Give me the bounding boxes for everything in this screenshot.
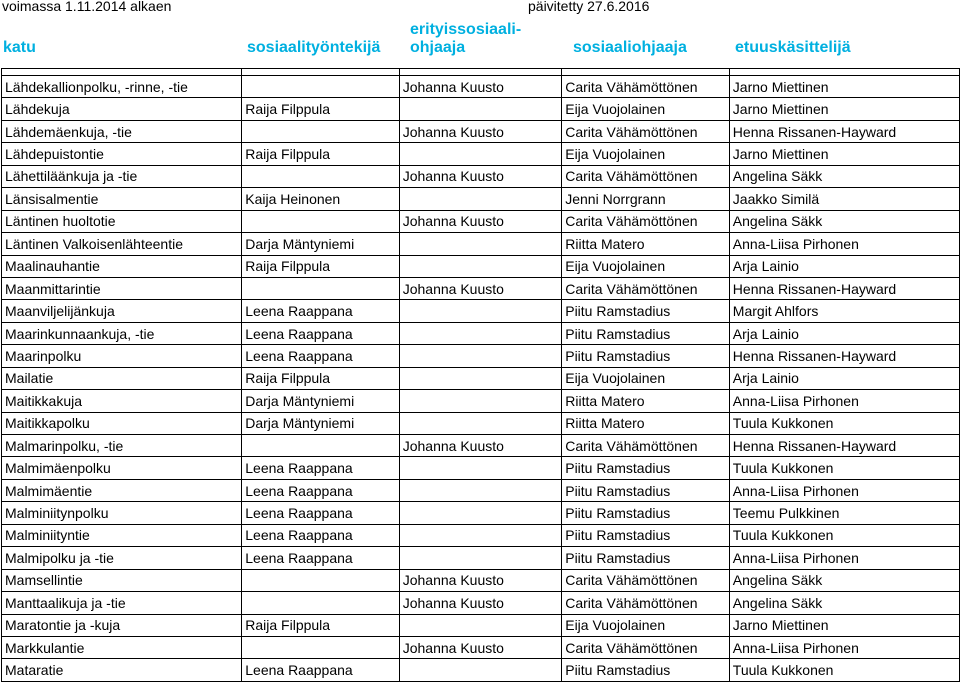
benefits-cell: Jarno Miettinen [729,614,959,636]
street-cell: Maitikkapolku [2,412,242,434]
special-advisor-cell: Johanna Kuusto [399,210,562,232]
special-advisor-cell [399,345,562,367]
street-cell: Manttaalikuja ja -tie [2,592,242,614]
street-cell: Maalinauhantie [2,255,242,277]
table-row [2,255,960,277]
social-worker-cell [242,210,399,232]
street-cell: Läntinen Valkoisenlähteentie [2,233,242,255]
social-advisor-cell: Piitu Ramstadius [562,502,730,524]
social-advisor-cell: Carita Vähämöttönen [562,435,730,457]
table-row [2,435,960,457]
table-row [2,636,960,658]
special-advisor-cell [399,367,562,389]
header-social-worker: sosiaalityöntekijä [247,39,381,56]
table-row [2,547,960,569]
benefits-cell: Henna Rissanen-Hayward [729,120,959,142]
social-advisor-cell: Carita Vähämöttönen [562,165,730,187]
table-row [2,659,960,681]
special-advisor-cell [399,390,562,412]
benefits-cell: Henna Rissanen-Hayward [729,435,959,457]
special-advisor-cell [399,233,562,255]
street-cell: Maanmittarintie [2,277,242,299]
table-row [2,322,960,344]
street-cell: Läntinen huoltotie [2,210,242,232]
table-row [2,614,960,636]
social-advisor-cell: Piitu Ramstadius [562,345,730,367]
special-advisor-cell: Johanna Kuusto [399,165,562,187]
street-cell: Maanviljelijänkuja [2,300,242,322]
social-advisor-cell: Eija Vuojolainen [562,98,730,120]
social-worker-cell [242,76,399,98]
social-advisor-cell: Carita Vähämöttönen [562,120,730,142]
social-worker-cell: Raija Filppula [242,143,399,165]
valid-from-text: voimassa 1.11.2014 alkaen [2,0,172,14]
street-cell: Malmipolku ja -tie [2,547,242,569]
benefits-cell: Arja Lainio [729,255,959,277]
table-row [2,457,960,479]
special-advisor-cell: Johanna Kuusto [399,277,562,299]
social-advisor-cell: Carita Vähämöttönen [562,636,730,658]
special-advisor-cell [399,98,562,120]
street-cell: Malmarinpolku, -tie [2,435,242,457]
street-cell: Lähdemäenkuja, -tie [2,120,242,142]
document-meta-bar [0,0,960,13]
special-advisor-cell: Johanna Kuusto [399,435,562,457]
special-advisor-cell [399,502,562,524]
social-advisor-cell: Piitu Ramstadius [562,457,730,479]
special-advisor-cell [399,322,562,344]
social-worker-cell: Leena Raappana [242,479,399,501]
benefits-cell: Tuula Kukkonen [729,457,959,479]
spacer-cell [2,69,242,76]
social-worker-cell: Darja Mäntyniemi [242,390,399,412]
street-cell: Mailatie [2,367,242,389]
special-advisor-cell [399,412,562,434]
benefits-cell: Teemu Pulkkinen [729,502,959,524]
special-advisor-cell [399,614,562,636]
street-cell: Länsisalmentie [2,188,242,210]
table-row [2,233,960,255]
street-cell: Malmimäentie [2,479,242,501]
benefits-cell: Tuula Kukkonen [729,524,959,546]
social-worker-cell: Leena Raappana [242,300,399,322]
benefits-cell: Angelina Säkk [729,165,959,187]
benefits-cell: Angelina Säkk [729,592,959,614]
street-cell: Maarinpolku [2,345,242,367]
benefits-cell: Jarno Miettinen [729,143,959,165]
social-worker-cell: Raija Filppula [242,367,399,389]
table-row [2,367,960,389]
social-worker-cell: Raija Filppula [242,614,399,636]
special-advisor-cell [399,524,562,546]
social-advisor-cell: Riitta Matero [562,412,730,434]
special-advisor-cell: Johanna Kuusto [399,569,562,591]
street-cell: Lähdekuja [2,98,242,120]
social-worker-cell: Leena Raappana [242,322,399,344]
table-row [2,76,960,98]
social-advisor-cell: Carita Vähämöttönen [562,592,730,614]
street-assignment-table [1,68,960,682]
social-advisor-cell: Eija Vuojolainen [562,614,730,636]
special-advisor-cell [399,547,562,569]
social-advisor-cell: Jenni Norrgrann [562,188,730,210]
social-worker-cell [242,592,399,614]
street-cell: Lähdekallionpolku, -rinne, -tie [2,76,242,98]
table-row [2,412,960,434]
spacer-cell [242,69,399,76]
table-row [2,524,960,546]
benefits-cell: Arja Lainio [729,322,959,344]
benefits-cell: Tuula Kukkonen [729,659,959,681]
street-cell: Lähdepuistontie [2,143,242,165]
table-row [2,143,960,165]
social-advisor-cell: Eija Vuojolainen [562,367,730,389]
special-advisor-cell [399,300,562,322]
special-advisor-cell [399,143,562,165]
social-worker-cell [242,165,399,187]
social-worker-cell: Darja Mäntyniemi [242,233,399,255]
benefits-cell: Angelina Säkk [729,210,959,232]
spacer-cell [562,69,730,76]
street-cell: Mamsellintie [2,569,242,591]
benefits-cell: Margit Ahlfors [729,300,959,322]
benefits-cell: Angelina Säkk [729,569,959,591]
header-special-advisor-line2: ohjaaja [410,39,466,56]
special-advisor-cell: Johanna Kuusto [399,636,562,658]
social-worker-cell [242,636,399,658]
social-worker-cell: Kaija Heinonen [242,188,399,210]
special-advisor-cell [399,188,562,210]
social-advisor-cell: Piitu Ramstadius [562,524,730,546]
benefits-cell: Anna-Liisa Pirhonen [729,479,959,501]
social-advisor-cell: Piitu Ramstadius [562,322,730,344]
updated-text: päivitetty 27.6.2016 [528,0,650,14]
social-advisor-cell: Piitu Ramstadius [562,547,730,569]
benefits-cell: Jaakko Similä [729,188,959,210]
spacer-cell [399,69,562,76]
header-special-advisor-line1: erityissosiaali- [410,21,522,38]
social-worker-cell: Leena Raappana [242,457,399,479]
social-advisor-cell: Eija Vuojolainen [562,143,730,165]
social-worker-cell: Leena Raappana [242,547,399,569]
benefits-cell: Anna-Liisa Pirhonen [729,390,959,412]
street-cell: Maratontie ja -kuja [2,614,242,636]
special-advisor-cell [399,479,562,501]
header-street: katu [3,39,36,56]
table-row [2,502,960,524]
social-worker-cell: Leena Raappana [242,659,399,681]
social-advisor-cell: Piitu Ramstadius [562,479,730,501]
table-row [2,120,960,142]
social-worker-cell [242,120,399,142]
social-worker-cell: Leena Raappana [242,524,399,546]
benefits-cell: Anna-Liisa Pirhonen [729,636,959,658]
header-benefits: etuuskäsittelijä [735,39,851,56]
social-advisor-cell: Carita Vähämöttönen [562,277,730,299]
social-advisor-cell: Piitu Ramstadius [562,300,730,322]
special-advisor-cell [399,457,562,479]
table-row [2,592,960,614]
special-advisor-cell: Johanna Kuusto [399,76,562,98]
benefits-cell: Anna-Liisa Pirhonen [729,547,959,569]
social-advisor-cell: Carita Vähämöttönen [562,569,730,591]
street-cell: Mataratie [2,659,242,681]
benefits-cell: Tuula Kukkonen [729,412,959,434]
table-row [2,479,960,501]
street-cell: Maarinkunnaankuja, -tie [2,322,242,344]
table-row [2,300,960,322]
street-cell: Malminiityntie [2,524,242,546]
table-row [2,210,960,232]
social-advisor-cell: Carita Vähämöttönen [562,210,730,232]
table-spacer-row [2,69,960,76]
benefits-cell: Arja Lainio [729,367,959,389]
social-worker-cell: Darja Mäntyniemi [242,412,399,434]
social-advisor-cell: Riitta Matero [562,390,730,412]
special-advisor-cell [399,255,562,277]
social-advisor-cell: Riitta Matero [562,233,730,255]
benefits-cell: Jarno Miettinen [729,76,959,98]
social-advisor-cell: Eija Vuojolainen [562,255,730,277]
street-cell: Malmimäenpolku [2,457,242,479]
table-row [2,390,960,412]
benefits-cell: Henna Rissanen-Hayward [729,345,959,367]
benefits-cell: Anna-Liisa Pirhonen [729,233,959,255]
table-row [2,345,960,367]
social-worker-cell: Raija Filppula [242,255,399,277]
table-row [2,165,960,187]
column-headers [0,20,960,68]
benefits-cell: Jarno Miettinen [729,98,959,120]
table-row [2,98,960,120]
social-worker-cell [242,435,399,457]
header-social-advisor: sosiaaliohjaaja [573,39,687,56]
street-cell: Maitikkakuja [2,390,242,412]
street-cell: Lähettiläänkuja ja -tie [2,165,242,187]
social-advisor-cell: Carita Vähämöttönen [562,76,730,98]
table-row [2,188,960,210]
benefits-cell: Henna Rissanen-Hayward [729,277,959,299]
street-cell: Markkulantie [2,636,242,658]
social-worker-cell [242,277,399,299]
special-advisor-cell: Johanna Kuusto [399,120,562,142]
social-worker-cell: Leena Raappana [242,345,399,367]
table-row [2,569,960,591]
spacer-cell [729,69,959,76]
special-advisor-cell [399,659,562,681]
social-worker-cell: Raija Filppula [242,98,399,120]
special-advisor-cell: Johanna Kuusto [399,592,562,614]
street-cell: Malminiitynpolku [2,502,242,524]
social-worker-cell: Leena Raappana [242,502,399,524]
social-worker-cell [242,569,399,591]
social-advisor-cell: Piitu Ramstadius [562,659,730,681]
table-row [2,277,960,299]
